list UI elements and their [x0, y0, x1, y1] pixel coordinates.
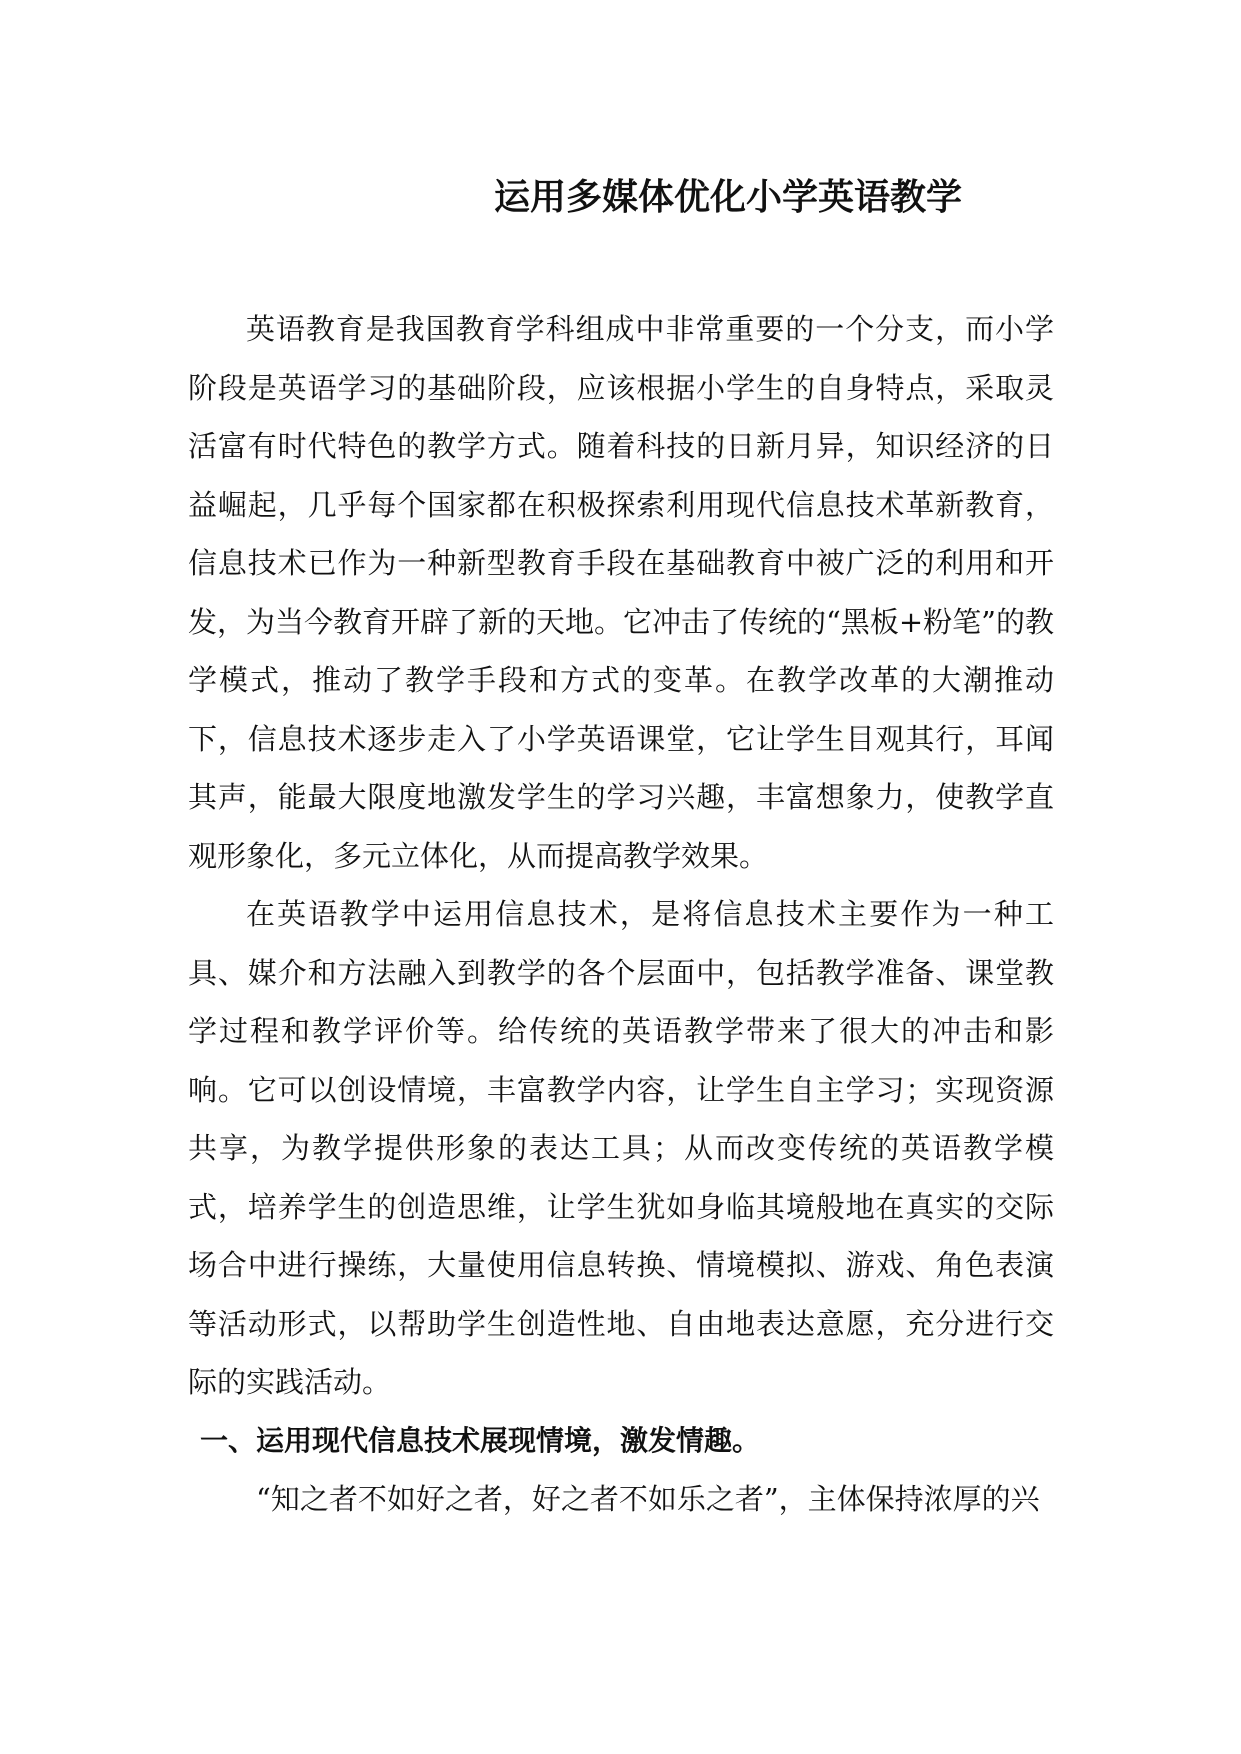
document-body — [188, 300, 1054, 1529]
paragraph-information-technology: 在英语教学中运用信息技术，是将信息技术主要作为一种工具、媒介和方法融入到教学的各个层面中，包括教学准备、课堂教学过程和教学评价等。给传统的英语教学带来了很大的冲击和影响。它可以创设情境，丰富教学内容，让学生自主学习；实现资源共享，为教学提供形象的表达工具；从而改变传统的英语教学模式，培养学生的创造思维，让学生犹如身临其境般地在真实的交际场合中进行操练，大量使用信息转换、情境模拟、游戏、角色表演等活动形式，以帮助学生创造性地、自由地表达意愿，充分进行交际的实践活动。 — [188, 897, 1054, 1399]
paragraph-intro: 英语教育是我国教育学科组成中非常重要的一个分支，而小学阶段是英语学习的基础阶段，应该根据小学生的自身特点，采取灵活富有时代特色的教学方式。随着科技的日新月异，知识经济的日益崛起，几乎每个国家都在积极探索利用现代信息技术革新教育，信息技术已作为一种新型教育手段在基础教育中被广泛的利用和开发，为当今教育开辟了新的天地。它冲击了传统的“黑板+粉笔”的教学模式，推动了教学手段和方式的变革。在教学改革的大潮推动下，信息技术逐步走入了小学英语课堂，它让学生目观其行，耳闻其声，能最大限度地激发学生的学习兴趣，丰富想象力，使教学直观形象化，多元立体化，从而提高教学效果。 — [188, 312, 1054, 873]
document-title: 运用多媒体优化小学英语教学 — [493, 177, 962, 218]
section-heading-1: 一、运用现代信息技术展现情境，激发情趣。 — [200, 1423, 761, 1457]
paragraph-quote: “知之者不如好之者，好之者不如乐之者”，主体保持浓厚的兴 — [256, 1482, 1040, 1516]
